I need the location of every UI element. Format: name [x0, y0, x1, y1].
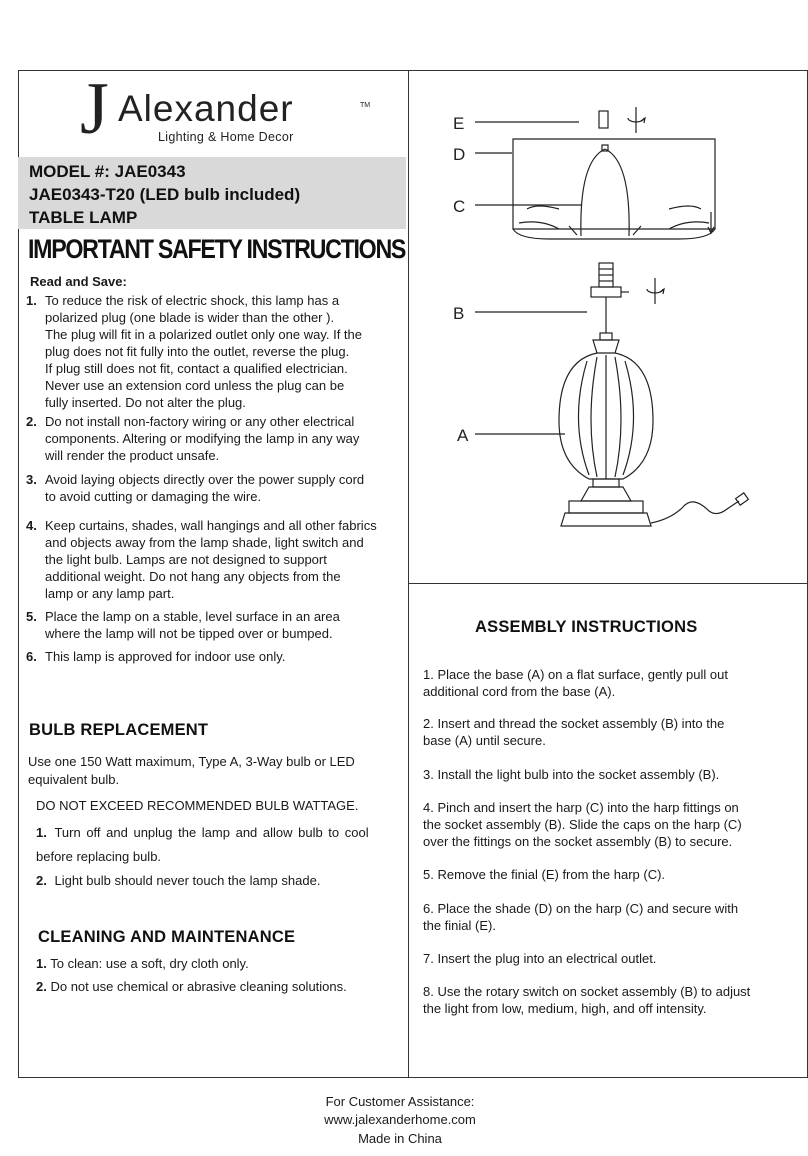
logo-letter: J [80, 68, 109, 150]
item-line: Turn off and unplug the lamp and allow bulb to cool [54, 825, 369, 840]
safety-title: IMPORTANT SAFETY INSTRUCTIONS [28, 234, 406, 264]
rotate-arrow-icon-2 [647, 278, 664, 304]
step-line: over the fittings on the socket assembly (B) to secure. [423, 834, 733, 849]
assembly-step-2 [423, 715, 793, 749]
item-number: 3. [26, 472, 37, 487]
safety-item-4 [26, 517, 398, 602]
item-number: 2. [26, 414, 37, 429]
lamp-diagram [409, 71, 807, 582]
bulb-description-line: equivalent bulb. [28, 772, 120, 787]
item-line: Keep curtains, shades, wall hangings and all other fabrics [45, 518, 377, 533]
item-line: Avoid laying objects directly over the power supply cord [45, 472, 365, 487]
step-line: the socket assembly (B). Slide the caps on the harp (C) [423, 817, 742, 832]
assembly-step-4 [423, 799, 793, 850]
item-number: 1. [36, 956, 47, 971]
product-type: TABLE LAMP [29, 208, 138, 227]
lamp-base [559, 333, 653, 526]
rotate-arrow-icon [628, 107, 645, 133]
diagram-divider [408, 583, 808, 584]
bulb-step-2 [36, 869, 396, 893]
assembly-step-3 [423, 766, 793, 783]
safety-item-2 [26, 413, 398, 464]
finial-icon [599, 111, 608, 128]
item-line: and objects away from the lamp shade, light switch and [45, 535, 364, 550]
footer-assistance: For Customer Assistance: [325, 1094, 475, 1109]
assembly-step-1 [423, 666, 793, 700]
label-a: A [457, 426, 469, 445]
model-box [18, 157, 406, 229]
item-line: Do not use chemical or abrasive cleaning solutions. [50, 979, 347, 994]
bulb-description [28, 753, 398, 789]
item-line: Never use an extension cord unless the plug can be [45, 378, 345, 393]
item-number: 4. [26, 518, 37, 533]
cleaning-step-1 [36, 955, 249, 973]
step-line: 7. Insert the plug into an electrical outlet. [423, 951, 657, 966]
bulb-steps [36, 821, 396, 893]
step-line: the finial (E). [423, 918, 496, 933]
lamp-harp [569, 145, 641, 236]
cleaning-step-2 [36, 978, 347, 996]
power-cord [651, 493, 748, 523]
model-variant: JAE0343-T20 (LED bulb included) [29, 185, 301, 204]
item-line: before replacing bulb. [36, 849, 162, 864]
item-number: 2. [36, 979, 47, 994]
assembly-step-5 [423, 866, 793, 883]
safety-item-6 [26, 648, 398, 665]
bulb-step-1 [36, 821, 396, 845]
safety-item-1 [26, 292, 398, 411]
assembly-step-7 [423, 950, 793, 967]
assembly-title: ASSEMBLY INSTRUCTIONS [475, 618, 698, 636]
step-line: base (A) until secure. [423, 733, 546, 748]
step-line: 3. Install the light bulb into the socket assembly (B). [423, 767, 720, 782]
footer-website[interactable]: www.jalexanderhome.com [324, 1112, 476, 1127]
item-line: where the lamp will not be tipped over or bumped. [45, 626, 333, 641]
label-e: E [453, 114, 465, 133]
item-number: 5. [26, 609, 37, 624]
trademark: TM [360, 102, 371, 109]
assembly-step-8 [423, 983, 793, 1017]
step-line: the light from low, medium, high, and off intensity. [423, 1001, 707, 1016]
item-number: 1. [26, 293, 37, 308]
item-line: fully inserted. Do not alter the plug. [45, 395, 246, 410]
cleaning-title: CLEANING AND MAINTENANCE [38, 928, 296, 946]
item-line: lamp or any lamp part. [45, 586, 175, 601]
read-and-save: Read and Save: [30, 274, 127, 289]
item-line: Do not install non-factory wiring or any other electrical [45, 414, 355, 429]
socket-assembly [591, 263, 629, 333]
item-line: plug does not fit fully into the outlet, reverse the plug. [45, 344, 350, 359]
wattage-warning: DO NOT EXCEED RECOMMENDED BULB WATTAGE. [36, 798, 359, 813]
item-line: The plug will fit in a polarized outlet only one way. If the [45, 327, 362, 342]
step-line: additional cord from the base (A). [423, 684, 616, 699]
item-line: If plug still does not fit, contact a qualified electrician. [45, 361, 348, 376]
lamp-shade [513, 139, 715, 239]
step-line: 8. Use the rotary switch on socket assembly (B) to adjust [423, 984, 751, 999]
model-number: MODEL #: JAE0343 [29, 162, 186, 181]
bulb-replacement-title: BULB REPLACEMENT [29, 721, 209, 739]
bulb-description-line: Use one 150 Watt maximum, Type A, 3-Way bulb or LED [28, 754, 355, 769]
step-line: 1. Place the base (A) on a flat surface, gently pull out [423, 667, 728, 682]
logo-word: Alexander [118, 88, 294, 129]
item-line: the light bulb. Lamps are not designed to support [45, 552, 327, 567]
brand-logo [80, 68, 380, 150]
footer-origin: Made in China [358, 1131, 442, 1146]
step-line: 5. Remove the finial (E) from the harp (C). [423, 867, 666, 882]
item-line: polarized plug (one blade is wider than the other ). [45, 310, 335, 325]
item-line: To reduce the risk of electric shock, this lamp has a [45, 293, 340, 308]
item-line: will render the product unsafe. [45, 448, 220, 463]
step-line: 4. Pinch and insert the harp (C) into the harp fittings on [423, 800, 739, 815]
logo-tagline: Lighting & Home Decor [158, 130, 294, 144]
safety-item-3 [26, 471, 398, 505]
item-line: To clean: use a soft, dry cloth only. [50, 956, 249, 971]
safety-item-5 [26, 608, 398, 642]
item-line: Place the lamp on a stable, level surface in an area [45, 609, 340, 624]
step-line: 2. Insert and thread the socket assembly (B) into the [423, 716, 725, 731]
label-c: C [453, 197, 466, 216]
item-line: Light bulb should never touch the lamp shade. [54, 873, 321, 888]
label-d: D [453, 145, 466, 164]
item-line: components. Altering or modifying the lamp in any way [45, 431, 360, 446]
item-line: to avoid cutting or damaging the wire. [45, 489, 262, 504]
item-line: This lamp is approved for indoor use only. [45, 649, 286, 664]
item-number: 1. [36, 825, 47, 840]
assembly-step-6 [423, 900, 793, 934]
step-line: 6. Place the shade (D) on the harp (C) and secure with [423, 901, 739, 916]
label-b: B [453, 304, 465, 323]
item-line: additional weight. Do not hang any objects from the [45, 569, 341, 584]
item-number: 6. [26, 649, 37, 664]
item-number: 2. [36, 873, 47, 888]
